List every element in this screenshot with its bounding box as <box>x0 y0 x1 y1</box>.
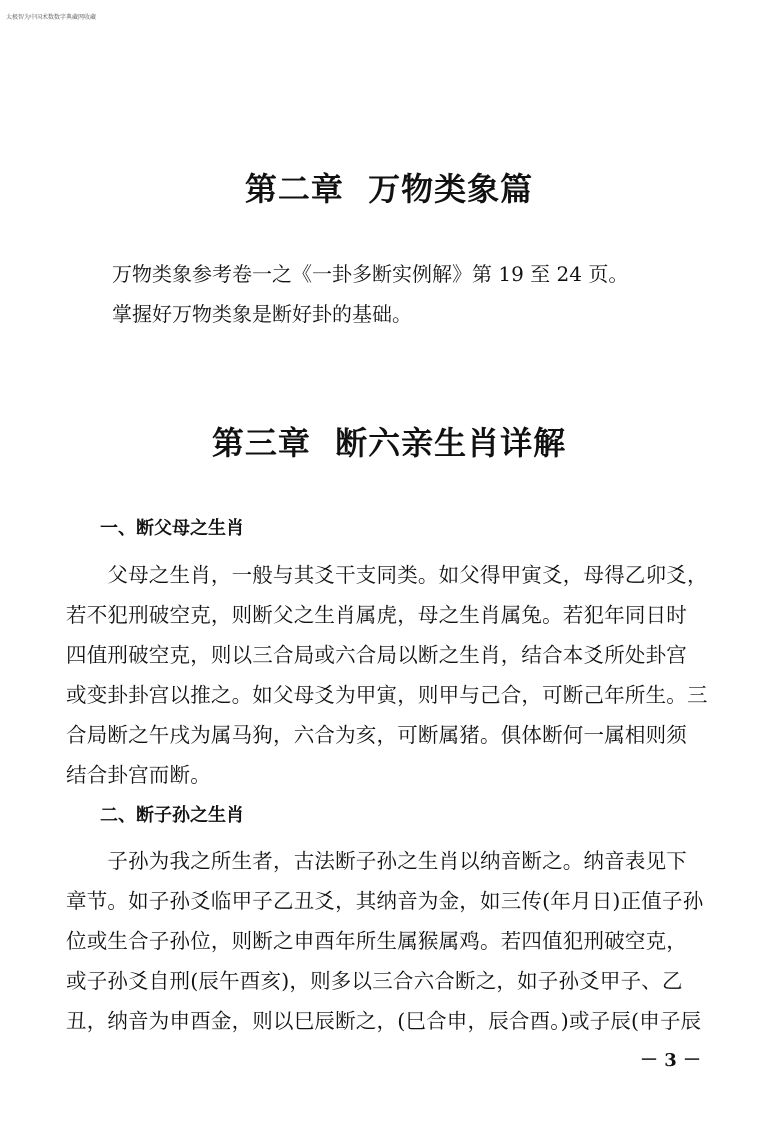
paragraph-line: 章节。如子孙爻临甲子乙丑爻，其纳音为金，如三传(年月日)正值子孙 <box>66 889 704 913</box>
paragraph-line: 或子孙爻自刑(辰午酉亥)，则多以三合六合断之，如子孙爻甲子、乙 <box>66 969 683 993</box>
paragraph-line: 子孙为我之所生者，古法断子孙之生肖以纳音断之。纳音表见下 <box>66 849 687 873</box>
section-heading-children: 二、断子孙之生肖 <box>100 805 244 826</box>
paragraph-line: 或变卦卦宫以推之。如父母爻为甲寅，则甲与己合，可断己年所生。三 <box>66 683 708 707</box>
chapter-2-intro-line: 掌握好万物类象是断好卦的基础。 <box>112 302 412 326</box>
paragraph-line: 结合卦宫而断。 <box>66 763 211 787</box>
watermark-text: 太极智为中国术数数字典藏网收藏 <box>6 14 97 21</box>
paragraph-line: 位或生合子孙位，则断之申酉年所生属猴属鸡。若四值犯刑破空克， <box>66 929 687 953</box>
chapter-2-intro-line: 万物类象参考卷一之《一卦多断实例解》第 19 至 24 页。 <box>112 262 629 286</box>
section-heading-parents: 一、断父母之生肖 <box>100 518 244 539</box>
chapter-2-title: 第二章 万物类象篇 <box>244 170 534 208</box>
paragraph-line: 合局断之午戌为属马狗，六合为亥，可断属猪。俱体断何一属相则须 <box>66 723 687 747</box>
paragraph-line: 四值刑破空克，则以三合局或六合局以断之生肖，结合本爻所处卦宫 <box>66 643 687 667</box>
page-number: － 3 － <box>640 1050 702 1071</box>
paragraph-line: 丑，纳音为申酉金，则以巳辰断之，(巳合申，辰合酉。)或子辰(申子辰 <box>66 1009 702 1033</box>
chapter-3-title: 第三章 断六亲生肖详解 <box>211 424 567 462</box>
paragraph-line: 若不犯刑破空克，则断父之生肖属虎，母之生肖属兔。若犯年同日时 <box>66 603 687 627</box>
paragraph-line: 父母之生肖，一般与其爻干支同类。如父得甲寅爻，母得乙卯爻， <box>66 563 708 587</box>
